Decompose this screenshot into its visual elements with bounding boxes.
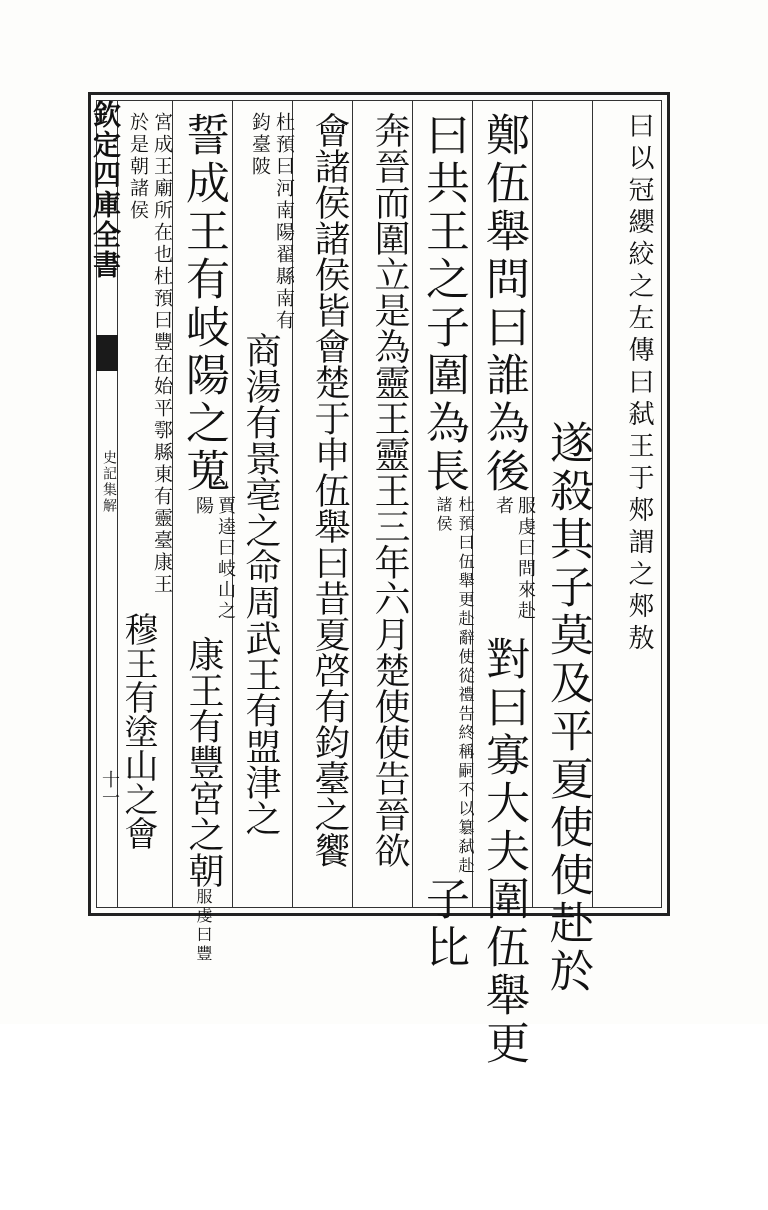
main-text: 康王有豐宮之朝 xyxy=(183,636,224,888)
text-column-8 xyxy=(178,112,236,964)
main-text: 子比 xyxy=(418,876,469,972)
commentary-text: 杜預曰河南陽翟縣南有鈞臺陂 xyxy=(249,112,295,332)
commentary-text: 曰以冠纓絞之左傳曰弑王于郟謂之郟敖 xyxy=(624,112,654,656)
book-name: 史記集解 xyxy=(101,450,117,514)
text-column-7 xyxy=(242,112,296,902)
main-text: 穆王有塗山之會 xyxy=(118,612,158,850)
commentary-text: 服虔曰豐 xyxy=(194,888,213,964)
commentary-text: 服虔曰問來赴者 xyxy=(493,496,536,622)
commentary-text: 宮成王廟所在也杜預曰豐在始平鄠縣東有靈臺康王於是朝諸侯 xyxy=(127,112,173,596)
text-column-1 xyxy=(600,112,654,902)
main-text: 誓成王有岐陽之蒐 xyxy=(178,112,229,496)
commentary-text: 賈逵曰岐山之陽 xyxy=(193,496,236,622)
main-text: 曰共王之子圍為長 xyxy=(418,112,469,496)
main-text: 鄭伍舉問曰誰為後 xyxy=(478,112,529,496)
text-column-6 xyxy=(302,112,356,902)
text-column-3 xyxy=(478,112,536,1068)
text-column-5 xyxy=(362,112,416,902)
main-text: 遂殺其子莫及平夏使使赴於 xyxy=(542,420,593,996)
text-column-9 xyxy=(120,112,174,902)
main-text: 商湯有景亳之命周武王有盟津之 xyxy=(240,332,281,836)
header-title: 欽定四庫全書 xyxy=(89,100,122,280)
main-text: 會諸侯諸侯皆會楚于申伍舉曰昔夏啓有鈞臺之饗 xyxy=(309,112,350,868)
page-number: 十一 xyxy=(99,770,120,806)
commentary-text: 杜預曰伍舉更赴辭使從禮告終稱嗣不以簒弑赴諸侯 xyxy=(434,496,475,876)
main-text: 奔晉而圍立是為靈王靈王三年六月楚使使告晉欲 xyxy=(369,112,410,868)
main-text: 對曰寡大夫圍伍舉更 xyxy=(478,636,529,1068)
text-column-4 xyxy=(418,112,476,972)
text-column-2 xyxy=(540,420,594,1210)
